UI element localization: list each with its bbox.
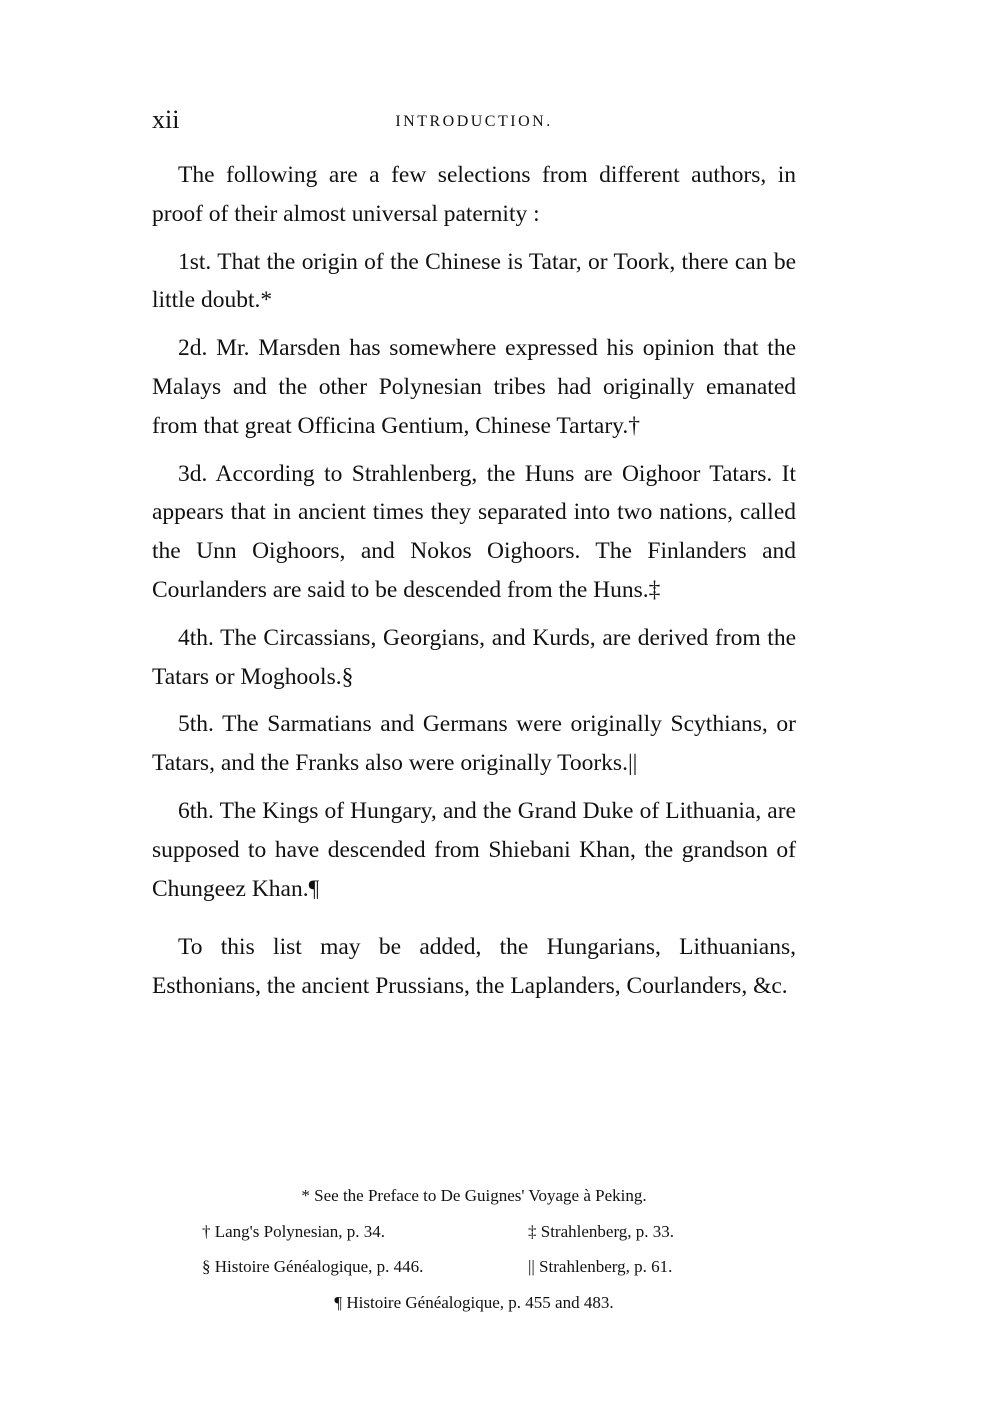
paragraph-first: 1st. That the origin of the Chinese is Tatar, or Toork, there can be little doubt.*	[152, 248, 796, 314]
footnote-section: § Histoire Généalogique, p. 446.	[202, 1257, 424, 1276]
footnote-row	[152, 1249, 796, 1285]
paragraph-fifth: 5th. The Sarmatians and Germans were originally Scythians, or Tatars, and the Franks also were originally Toorks.||	[152, 711, 796, 777]
footnote-star: * See the Preface to De Guignes' Voyage à Peking.	[301, 1186, 647, 1205]
footnote-pilcrow: ¶ Histoire Généalogique, p. 455 and 483.	[334, 1292, 614, 1312]
page-header	[152, 103, 796, 137]
footnote-double-dagger: ‡ Strahlenberg, p. 33.	[528, 1221, 675, 1241]
paragraph-sixth: 6th. The Kings of Hungary, and the Grand Duke of Lithuania, are supposed to have descended from Shiebani Khan, the grandson of Chungeez Khan.¶	[152, 797, 796, 902]
paragraph-fourth: 4th. The Circassians, Georgians, and Kurds, are derived from the Tatars or Moghools.§	[152, 624, 796, 690]
footnote-row	[152, 1214, 796, 1250]
footnote-dagger: † Lang's Polynesian, p. 34.	[202, 1221, 385, 1241]
body-text	[152, 156, 796, 1015]
paragraph-second: 2d. Mr. Marsden has somewhere expressed his opinion that the Malays and the other Polynesian tribes had originally emanated from that great Officina Gentium, Chinese Tartary.†	[152, 335, 796, 439]
footnote-parallel: || Strahlenberg, p. 61.	[528, 1257, 673, 1276]
paragraph-intro: The following are a few selections from different authors, in proof of their almost universal paternity :	[152, 162, 796, 227]
running-title: INTRODUCTION.	[395, 113, 553, 130]
footnotes	[152, 1178, 796, 1320]
paragraph-third: 3d. According to Strahlenberg, the Huns are Oighoor Tatars. It appears that in ancient times they separated into two nations, called the Unn Oighoors, and Nokos Oighoors. The Finlanders and Courlanders are said to be descended from the Huns.‡	[152, 460, 796, 603]
paragraph-closing: To this list may be added, the Hungarians, Lithuanians, Esthonians, the ancient Prussians, the Laplanders, Courlanders, &c.	[152, 934, 796, 1000]
page-number: xii	[152, 105, 180, 134]
